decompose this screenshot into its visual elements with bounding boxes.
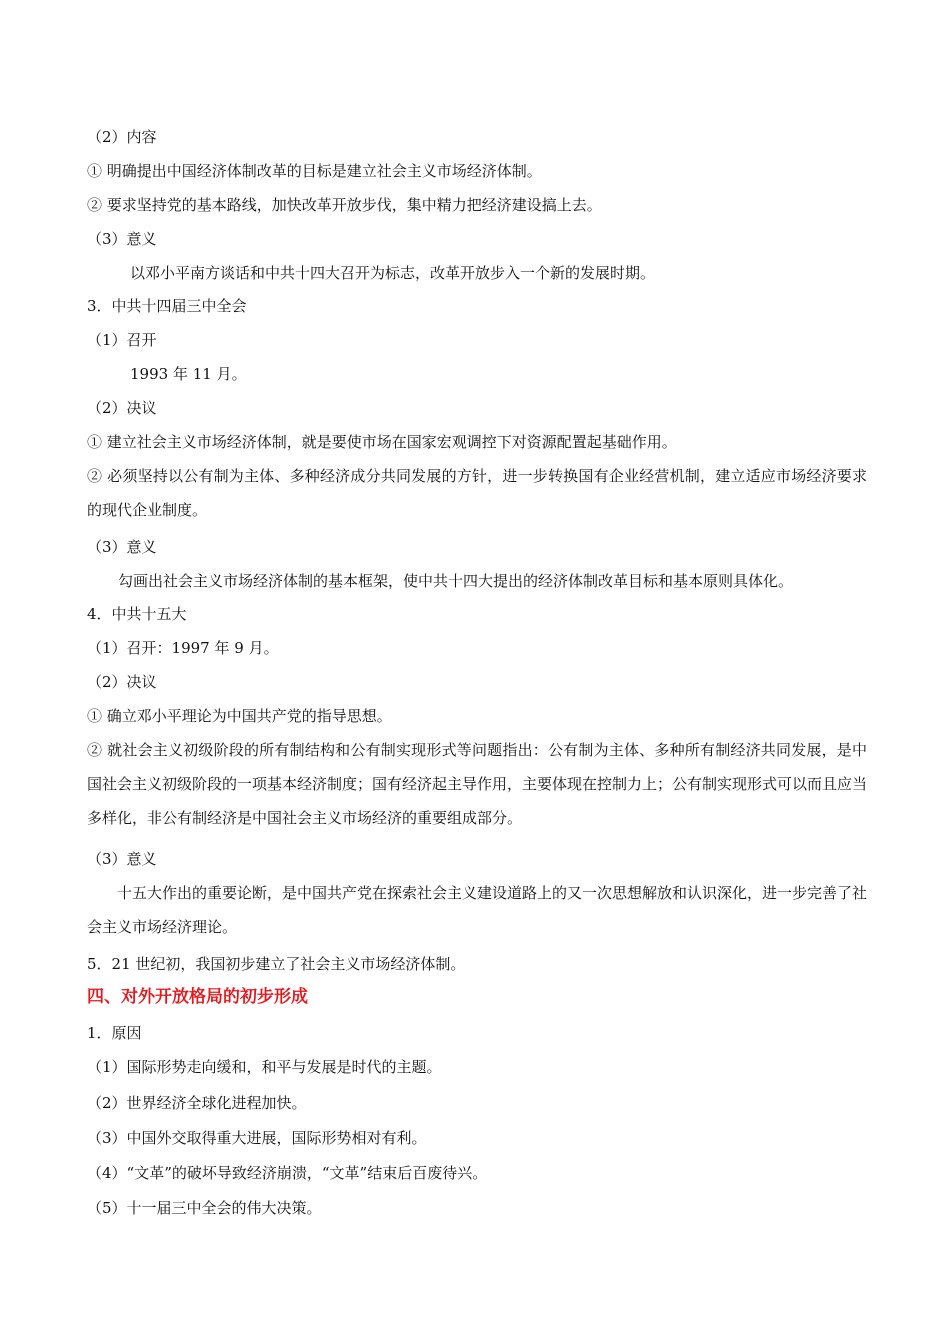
paragraph: 十五大作出的重要论断，是中国共产党在探索社会主义建设道路上的又一次思想解放和认识深化，进一步完善了社会主义市场经济理论。 — [87, 884, 868, 936]
section-heading: 3．中共十四届三中全会 — [87, 297, 247, 315]
list-item: （2）世界经济全球化进程加快。 — [87, 1094, 307, 1112]
section-heading: 4．中共十五大 — [87, 605, 187, 623]
list-item: ② 要求坚持党的基本路线，加快改革开放步伐，集中精力把经济建设搞上去。 — [87, 196, 602, 214]
list-item: ① 确立邓小平理论为中国共产党的指导思想。 — [87, 707, 392, 725]
subheading-significance: （3）意义 — [87, 850, 157, 868]
list-item: ② 就社会主义初级阶段的所有制结构和公有制实现形式等问题指出：公有制为主体、多种所有制经济共同发展，是中国社会主义初级阶段的一项基本经济制度；国有经济起主导作用，主要体现在控制力上；公有制实现形式可以而且应当多样化，非公有制经济是中国社会主义市场经济的重要组成部分。 — [87, 741, 868, 827]
chapter-heading: 四、对外开放格局的初步形成 — [87, 987, 308, 1007]
subheading-convened: （1）召开 — [87, 331, 157, 349]
list-item: （5）十一届三中全会的伟大决策。 — [87, 1199, 322, 1217]
list-item: ① 明确提出中国经济体制改革的目标是建立社会主义市场经济体制。 — [87, 162, 542, 180]
list-item: （3）中国外交取得重大进展，国际形势相对有利。 — [87, 1129, 427, 1147]
list-item: ① 建立社会主义市场经济体制，就是要使市场在国家宏观调控下对资源配置起基础作用。 — [87, 433, 677, 451]
list-item: ② 必须坚持以公有制为主体、多种经济成分共同发展的方针，进一步转换国有企业经营机制，建立适应市场经济要求的现代企业制度。 — [87, 467, 867, 519]
subheading-content: （2）内容 — [87, 128, 157, 146]
subheading-resolution: （2）决议 — [87, 399, 157, 417]
subheading-resolution: （2）决议 — [87, 673, 157, 691]
list-item: （4）“文革”的破坏导致经济崩溃，“文革”结束后百废待兴。 — [87, 1164, 488, 1182]
subheading-convened: （1）召开：1997 年 9 月。 — [87, 639, 279, 657]
subheading-significance: （3）意义 — [87, 538, 157, 556]
list-item: （1）国际形势走向缓和，和平与发展是时代的主题。 — [87, 1058, 442, 1076]
section-heading: 5．21 世纪初，我国初步建立了社会主义市场经济体制。 — [87, 955, 466, 973]
section-heading: 1．原因 — [87, 1024, 142, 1042]
paragraph: 以邓小平南方谈话和中共十四大召开为标志，改革开放步入一个新的发展时期。 — [130, 264, 656, 282]
subheading-significance: （3）意义 — [87, 230, 157, 248]
paragraph: 1993 年 11 月。 — [130, 365, 247, 383]
paragraph: 勾画出社会主义市场经济体制的基本框架，使中共十四大提出的经济体制改革目标和基本原则具体化。 — [118, 572, 794, 590]
